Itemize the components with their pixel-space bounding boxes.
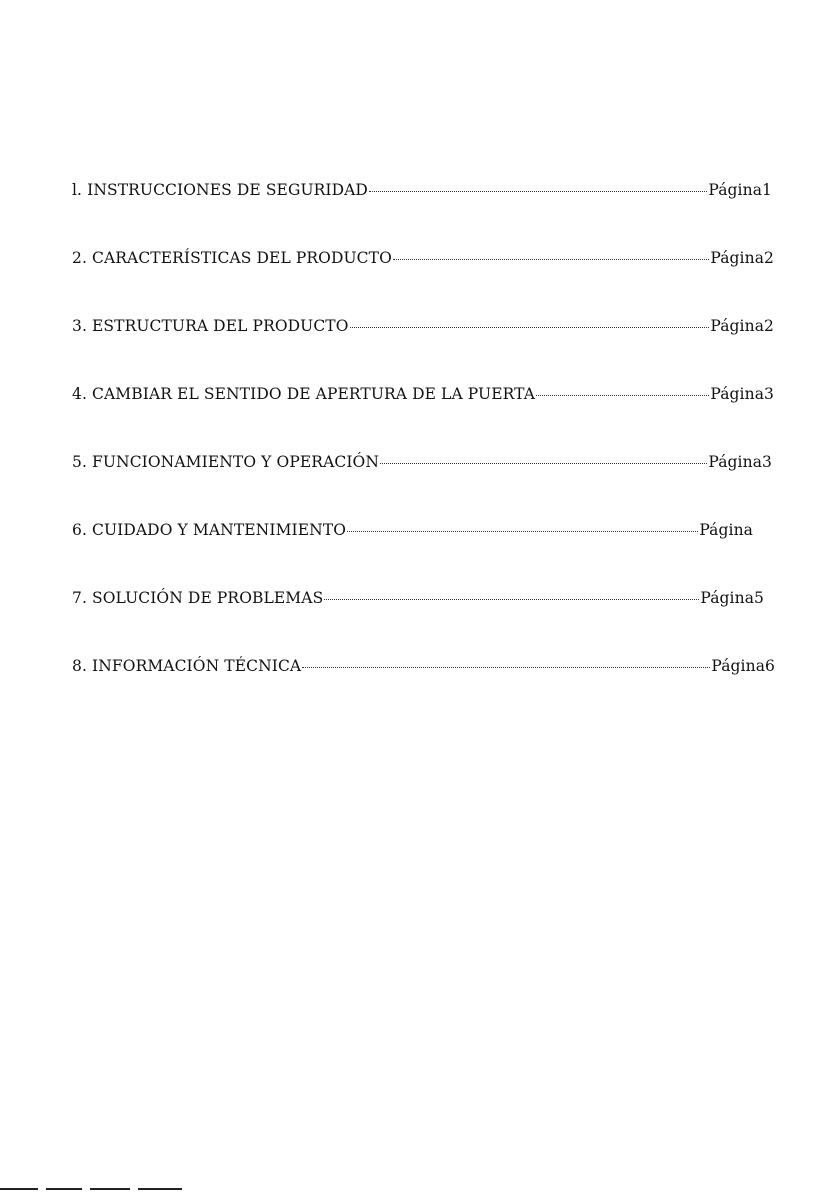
toc-dot-leader — [302, 667, 710, 668]
toc-dot-leader — [393, 259, 709, 260]
toc-entry-title: 5. FUNCIONAMIENTO Y OPERACIÓN — [72, 453, 380, 471]
toc-dot-leader — [380, 463, 707, 464]
toc-entry-page: Página6 — [711, 657, 775, 675]
edge-mark — [90, 1188, 130, 1190]
edge-mark — [46, 1188, 82, 1190]
toc-entry-technical-info — [72, 657, 775, 681]
toc-entry-title: 6. CUIDADO Y MANTENIMIENTO — [72, 521, 347, 539]
toc-dot-leader — [350, 327, 710, 328]
toc-dot-leader — [369, 191, 707, 192]
toc-entry-page: Página3 — [710, 385, 774, 403]
toc-entry-page: Página5 — [700, 589, 764, 607]
toc-entry-door-reversal — [72, 385, 774, 409]
toc-entry-title: 3. ESTRUCTURA DEL PRODUCTO — [72, 317, 349, 335]
toc-entry-troubleshooting — [72, 589, 764, 613]
toc-entry-safety — [72, 181, 772, 205]
toc-entry-maintenance — [72, 521, 753, 545]
toc-dot-leader — [536, 395, 709, 396]
toc-entry-title: 8. INFORMACIÓN TÉCNICA — [72, 657, 302, 675]
toc-entry-title: 2. CARACTERÍSTICAS DEL PRODUCTO — [72, 249, 392, 267]
table-of-contents — [72, 181, 775, 725]
edge-mark — [0, 1188, 38, 1190]
toc-dot-leader — [324, 599, 699, 600]
toc-entry-title: 4. CAMBIAR EL SENTIDO DE APERTURA DE LA PUERTA — [72, 385, 535, 403]
toc-entry-page: Página2 — [710, 317, 774, 335]
toc-entry-page: Página3 — [708, 453, 772, 471]
toc-entry-title: 7. SOLUCIÓN DE PROBLEMAS — [72, 589, 324, 607]
edge-mark — [138, 1188, 182, 1190]
toc-entry-page: Página1 — [708, 181, 772, 199]
toc-entry-features — [72, 249, 774, 273]
toc-dot-leader — [347, 531, 698, 532]
page-bottom-edge — [0, 1184, 840, 1192]
toc-entry-operation — [72, 453, 772, 477]
toc-entry-page: Página — [699, 521, 753, 539]
toc-entry-structure — [72, 317, 774, 341]
toc-entry-page: Página2 — [710, 249, 774, 267]
toc-entry-title: l. INSTRUCCIONES DE SEGURIDAD — [72, 181, 368, 199]
